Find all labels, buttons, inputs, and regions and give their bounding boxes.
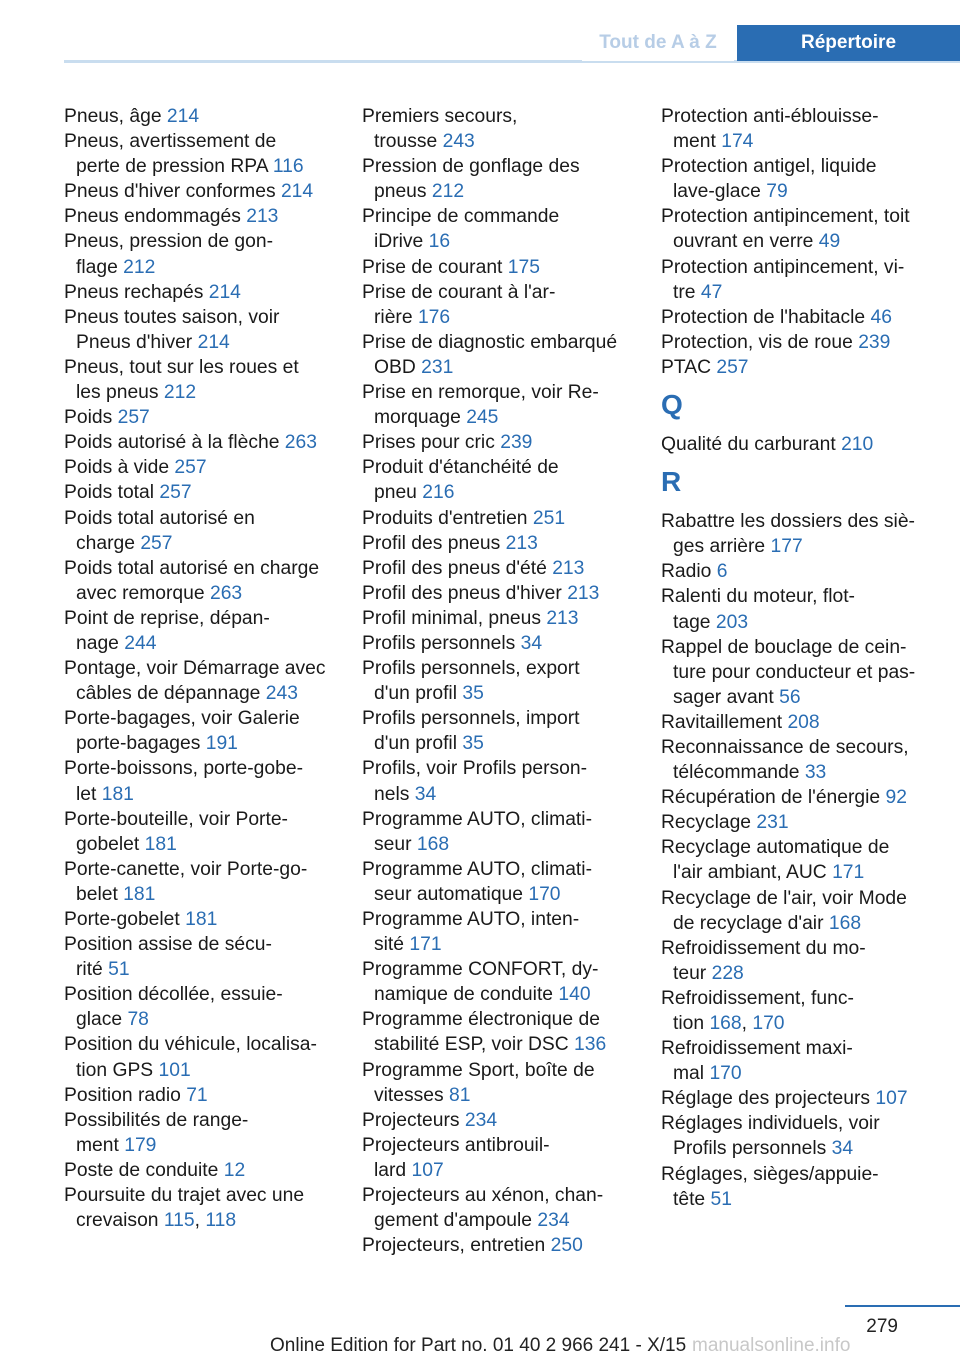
index-entry	[661, 305, 960, 330]
index-entry-label: Produit d'étanchéité de pneu	[362, 457, 559, 504]
index-entry	[661, 1086, 960, 1111]
index-entry	[362, 957, 658, 1007]
section-letter: Q	[661, 389, 683, 421]
index-entry-label: Réglage des projecteurs	[661, 1088, 876, 1110]
page-reference-link[interactable]: 170	[752, 1013, 785, 1034]
index-entry	[362, 807, 658, 857]
page-reference-link[interactable]: 181	[123, 883, 156, 905]
index-entry	[661, 810, 960, 835]
index-entry	[661, 584, 960, 634]
index-entry-label: Protection antipincement, toit ouvrant en verre	[661, 206, 910, 253]
index-entry-label: Position radio	[64, 1084, 187, 1106]
index-entry	[64, 480, 360, 505]
index-entry	[661, 835, 960, 885]
page-reference-link[interactable]: 216	[422, 482, 455, 504]
index-entry	[362, 656, 658, 706]
index-entry-label: Recyclage automatique de l'air ambiant, AUC	[661, 837, 890, 884]
page-reference-link[interactable]: 78	[127, 1009, 149, 1031]
page-reference-link[interactable]: 257	[159, 482, 192, 504]
page-reference-link[interactable]: 214	[166, 106, 200, 127]
page-reference-link[interactable]: 34	[520, 632, 543, 654]
index-entry	[362, 280, 658, 330]
index-entry-label: Porte-gobelet	[64, 909, 186, 930]
index-entry	[362, 556, 658, 581]
index-entry	[661, 355, 960, 380]
index-entry-label: Profils personnels, import d'un profil	[362, 708, 580, 755]
page-reference-link[interactable]: 251	[532, 507, 566, 529]
index-entry	[64, 104, 360, 129]
index-entry-label: Poids	[64, 407, 118, 429]
page-reference-link[interactable]: 35	[462, 683, 484, 705]
page-reference-link[interactable]: 257	[174, 457, 207, 479]
index-entry	[64, 982, 360, 1032]
index-entry-label: Programme AUTO, climati‐ seur automatique	[362, 858, 592, 905]
index-entry	[661, 330, 960, 355]
page-reference-link[interactable]: 46	[870, 306, 892, 328]
page-reference-link[interactable]: 115	[163, 1210, 195, 1232]
page-reference-link[interactable]: 168	[828, 912, 862, 934]
index-entry-label: Profil des pneus d'été	[362, 557, 553, 579]
index-entry-label: Ravitaillement	[661, 711, 788, 733]
page-reference-link[interactable]: 257	[140, 532, 173, 554]
index-entry-label: Pneus, tout sur les roues et les pneus	[64, 356, 299, 404]
index-entry	[64, 355, 360, 405]
page-reference-link[interactable]: 234	[537, 1210, 570, 1232]
page-reference-link[interactable]: 257	[117, 407, 150, 429]
page-reference-link[interactable]: 203	[715, 611, 749, 633]
index-entry-label: Projecteurs au xénon, chan‐ gement d'ampoule	[362, 1185, 604, 1232]
page-reference-link[interactable]: 244	[124, 632, 157, 654]
index-entry-label: Porte-bagages, voir Galerie porte-bagages	[64, 708, 300, 755]
page-reference-link[interactable]: 6	[716, 561, 728, 583]
index-entry-label: Premiers secours, trousse	[362, 106, 518, 153]
index-entry	[64, 1108, 360, 1158]
index-entry-label: Pneus, âge	[64, 106, 167, 127]
index-entry	[661, 1036, 960, 1086]
index-entry	[362, 455, 658, 505]
index-entry-label: Protection anti-éblouisse‐ ment	[661, 106, 879, 153]
index-entry-label: Poids total	[64, 482, 160, 504]
index-entry	[362, 204, 658, 254]
page-reference-link[interactable]: 257	[716, 356, 749, 378]
index-entry-label: Prises pour cric	[362, 432, 501, 454]
index-entry	[64, 455, 360, 480]
index-entry-label: Pneus, pression de gon‐ flage	[64, 231, 274, 278]
index-entry	[64, 857, 360, 907]
index-entry-label: Recyclage de l'air, voir Mode de recyclage d'air	[661, 887, 907, 934]
index-entry-label: Pneus, avertissement de perte de pression RPA	[64, 131, 277, 178]
index-entry-label: Projecteurs	[362, 1109, 465, 1131]
index-entry-label: Poids autorisé à la flèche	[64, 432, 285, 454]
index-entry-label: Pneus d'hiver conformes	[64, 181, 281, 203]
index-entry-label: Possibilités de range‐ ment	[64, 1109, 249, 1156]
index-entry-label: Poids à vide	[64, 457, 175, 479]
index-entry	[362, 581, 658, 606]
index-entry	[64, 606, 360, 656]
index-entry	[661, 710, 960, 735]
page-reference-link[interactable]: 177	[770, 536, 803, 558]
page-reference-link[interactable]: 231	[756, 812, 789, 834]
page-reference-link[interactable]: 16	[428, 231, 451, 253]
page-reference-link[interactable]: 191	[205, 733, 238, 755]
index-entry-label: Programme CONFORT, dy‐ namique de conduite	[362, 959, 599, 1006]
index-entry-label: Profils, voir Profils person‐ nels	[362, 758, 588, 805]
index-entry-label: Qualité du carburant	[661, 434, 842, 456]
index-entry	[661, 1162, 960, 1212]
page-reference-link[interactable]: 34	[414, 783, 437, 805]
index-entry	[64, 305, 360, 355]
index-entry-label: Protection de l'habitacle	[661, 306, 871, 328]
page-number: 279	[866, 1316, 898, 1337]
index-entry	[64, 229, 360, 279]
index-entry-label: Récupération de l'énergie	[661, 787, 886, 809]
index-entry	[362, 631, 658, 656]
index-entry	[64, 204, 360, 229]
footer-edition: Online Edition for Part no. 01 40 2 966 241 - X/15	[270, 1335, 687, 1356]
page-reference-link[interactable]: 171	[409, 934, 442, 956]
page-reference-link[interactable]: 56	[779, 686, 801, 708]
index-entry	[64, 556, 360, 606]
page-reference-link[interactable]: 213	[246, 206, 279, 228]
index-entry	[362, 907, 658, 957]
page-reference-link[interactable]: 12	[223, 1159, 246, 1181]
page-reference-link[interactable]: 243	[265, 683, 298, 705]
index-entry-label: Programme électronique de stabilité ESP, voir DSC	[362, 1009, 600, 1056]
page-reference-link[interactable]: 176	[417, 306, 451, 328]
index-entry	[64, 1083, 360, 1108]
index-entry-label: Protection, vis de roue	[661, 331, 859, 353]
index-entry-label: Point de reprise, dépan‐ nage	[64, 607, 270, 654]
page-reference-link[interactable]: 168	[709, 1013, 742, 1034]
index-entry-label: Position décollée, essuie- glace	[64, 984, 283, 1031]
index-entry-label: PTAC	[661, 356, 717, 378]
index-entry-label: Refroidissement, func‐ tion	[661, 987, 854, 1034]
page-reference-link[interactable]: 168	[416, 833, 450, 855]
page-reference-link[interactable]: 49	[818, 231, 841, 253]
index-entry-label: Poids total autorisé en charge avec remorque	[64, 557, 320, 604]
index-column-3	[661, 104, 960, 1212]
index-entry	[362, 255, 658, 280]
index-entry-label: Pneus rechapés	[64, 281, 209, 303]
index-entry-label: Protection antipincement, vi‐ tre	[661, 256, 905, 303]
index-entry-label: Produits d'entretien	[362, 507, 533, 529]
index-entry-label: Pression de gonflage des pneus	[362, 156, 580, 203]
index-entry	[661, 886, 960, 936]
page-reference-link[interactable]: 116	[272, 156, 304, 178]
page-reference-link[interactable]: 210	[841, 434, 874, 456]
index-entry	[661, 559, 960, 584]
index-entry-label: Recyclage	[661, 812, 757, 834]
index-entry-label: Position assise de sécu‐ rité	[64, 934, 272, 981]
index-entry	[362, 330, 658, 380]
index-entry-label: Profils personnels	[362, 632, 521, 654]
page-reference-link[interactable]: 118	[205, 1210, 237, 1232]
index-entry	[362, 1133, 658, 1183]
index-entry	[362, 154, 658, 204]
index-entry	[661, 204, 960, 254]
page-reference-link[interactable]: 231	[421, 356, 454, 378]
index-entry-label: Rappel de bouclage de cein‐ ture pour conducteur et pas‐ sager avant	[661, 636, 916, 708]
page-reference-link[interactable]: 92	[885, 787, 907, 809]
header-tab-repertoire[interactable]: Répertoire	[737, 25, 960, 61]
page-reference-link[interactable]: 243	[442, 131, 475, 153]
page-reference-link[interactable]: 171	[832, 862, 865, 884]
footer-watermark: manualsonline.info	[692, 1335, 851, 1356]
index-entry	[362, 1058, 658, 1108]
index-entry	[64, 430, 360, 455]
footer-rule	[845, 1305, 960, 1307]
index-entry	[64, 129, 360, 179]
index-entry-label: Profils personnels, export d'un profil	[362, 658, 580, 705]
index-entry	[64, 506, 360, 556]
index-entry-label: Reconnaissance de secours, télécommande	[661, 736, 909, 784]
page-reference-link[interactable]: 250	[550, 1235, 583, 1257]
page-reference-link[interactable]: 81	[449, 1084, 471, 1106]
index-entry: Refroidissement, func‐ tion 168, 170	[661, 987, 854, 1034]
index-entry	[64, 280, 360, 305]
page-reference-link[interactable]: 239	[858, 331, 891, 353]
index-entry	[362, 706, 658, 756]
page-reference-link[interactable]: 51	[710, 1188, 732, 1210]
page-reference-link[interactable]: 33	[804, 762, 827, 784]
index-entry	[362, 506, 658, 531]
index-column-2	[362, 104, 658, 1258]
index-entry	[362, 857, 658, 907]
index-entry	[661, 255, 960, 305]
index-entry	[64, 656, 360, 706]
page-reference-link[interactable]: 79	[766, 181, 788, 203]
page-reference-link[interactable]: 181	[101, 783, 134, 805]
index-entry-label: Prise de courant à l'ar‐ rière	[362, 281, 556, 328]
index-column-1	[64, 104, 360, 1233]
page-reference-link[interactable]: 181	[144, 833, 177, 855]
page-reference-link[interactable]: 136	[574, 1034, 607, 1056]
index-entry: Poursuite du trajet avec une crevaison 115, 118	[64, 1185, 305, 1232]
index-entry-label: Radio	[661, 561, 717, 583]
index-entry	[64, 405, 360, 430]
index-entry-label: Refroidissement du mo‐ teur	[661, 937, 866, 984]
index-entry	[362, 430, 658, 455]
index-entry-label: Poids total autorisé en charge	[64, 507, 255, 554]
page-reference-link[interactable]: 71	[186, 1084, 208, 1106]
index-entry-label: Porte-boissons, porte-gobe‐ let	[64, 758, 304, 805]
page-reference-link[interactable]: 51	[108, 959, 130, 981]
page-reference-link[interactable]: 170	[709, 1063, 742, 1085]
index-entry-label: Prise de courant	[362, 256, 508, 278]
page-reference-link[interactable]: 263	[284, 432, 317, 454]
index-entry	[362, 531, 658, 556]
index-entry	[362, 1183, 658, 1233]
index-entry-label: Refroidissement maxi‐ mal	[661, 1038, 853, 1085]
page-reference-link[interactable]: 47	[700, 281, 723, 303]
index-entry	[362, 1108, 658, 1133]
index-entry	[661, 509, 960, 559]
index-entry	[661, 1111, 960, 1161]
index-entry	[661, 635, 960, 710]
index-entry-label: Poste de conduite	[64, 1159, 224, 1181]
index-entry	[362, 1007, 658, 1057]
index-entry-label: Programme AUTO, inten‐ sité	[362, 909, 580, 956]
page-reference-link[interactable]: 212	[123, 256, 156, 278]
page-reference-link[interactable]: 213	[552, 557, 585, 579]
page-reference-link[interactable]: 234	[464, 1109, 498, 1131]
index-entry-label: Pneus endommagés	[64, 206, 247, 228]
page-reference-link[interactable]: 213	[546, 607, 579, 629]
page-reference-link[interactable]: 174	[721, 131, 754, 153]
index-entry-label: Porte-bouteille, voir Porte- gobelet	[64, 808, 288, 855]
index-entry-label: Protection antigel, liquide lave-glace	[661, 156, 877, 203]
index-entry-label: Profil des pneus	[362, 532, 506, 554]
index-entry-label: Projecteurs antibrouil‐ lard	[362, 1134, 550, 1181]
page-reference-link[interactable]: 107	[411, 1159, 444, 1181]
page-reference-link[interactable]: 214	[280, 181, 314, 203]
page-reference-link[interactable]: 175	[507, 256, 540, 278]
page-reference-link[interactable]: 101	[158, 1059, 191, 1081]
index-entry-label: Rabattre les dossiers des siè‐ ges arrière	[661, 511, 915, 558]
header-tab-tout-de-a-a-z[interactable]: Tout de A à Z	[582, 25, 734, 61]
index-entry	[661, 936, 960, 986]
index-entry	[362, 1233, 658, 1258]
page-reference-link[interactable]: 214	[197, 331, 230, 353]
index-entry	[64, 756, 360, 806]
index-entry-label: Porte-canette, voir Porte-go‐ belet	[64, 858, 308, 905]
index-entry-label: Profil minimal, pneus	[362, 607, 547, 629]
page-reference-link[interactable]: 213	[505, 532, 538, 554]
index-entry-label: Position du véhicule, localisa‐ tion GPS	[64, 1034, 317, 1081]
index-entry	[64, 907, 360, 932]
page-reference-link[interactable]: 212	[163, 382, 197, 404]
page-reference-link[interactable]: 140	[558, 984, 591, 1006]
page-reference-link[interactable]: 228	[711, 962, 744, 984]
index-entry	[64, 1032, 360, 1082]
page-reference-link[interactable]: 107	[875, 1088, 908, 1110]
page-reference-link[interactable]: 214	[208, 281, 241, 303]
page-reference-link[interactable]: 245	[466, 407, 499, 429]
index-entry-label: Profil des pneus d'hiver	[362, 582, 568, 604]
index-entry	[362, 756, 658, 806]
index-entry-label: Prise en remorque, voir Re‐ morquage	[362, 382, 599, 429]
index-entry-label: Projecteurs, entretien	[362, 1235, 551, 1257]
index-entry-label: Poursuite du trajet avec une crevaison	[64, 1185, 305, 1232]
index-entry-label: Programme AUTO, climati‐ seur	[362, 808, 592, 855]
index-entry	[661, 154, 960, 204]
index-entry-label: Principe de commande iDrive	[362, 206, 560, 253]
index-entry-label: Pontage, voir Démarrage avec câbles de dépannage	[64, 658, 326, 705]
index-entry	[661, 785, 960, 810]
index-entry	[362, 606, 658, 631]
page-reference-link[interactable]: 208	[787, 711, 820, 733]
page-reference-link[interactable]: 35	[462, 733, 484, 755]
index-entry	[362, 104, 658, 154]
index-entry	[661, 735, 960, 785]
index-entry-label: Prise de diagnostic embarqué OBD	[362, 331, 618, 378]
index-entry	[64, 179, 360, 204]
section-letter: R	[661, 466, 682, 498]
index-entry	[64, 1158, 360, 1183]
page-reference-link[interactable]: 239	[500, 432, 533, 454]
page-reference-link[interactable]: 179	[124, 1134, 157, 1156]
index-entry-label: Réglages individuels, voir Profils personnels	[661, 1113, 880, 1160]
page-reference-link[interactable]: 170	[528, 883, 561, 905]
page-reference-link[interactable]: 181	[185, 909, 218, 930]
index-entry	[362, 380, 658, 430]
index-entry	[661, 432, 960, 457]
page-reference-link[interactable]: 34	[831, 1138, 854, 1160]
index-entry-label: Ralenti du moteur, flot‐ tage	[661, 586, 855, 633]
index-entry	[64, 807, 360, 857]
index-entry	[661, 104, 960, 154]
index-entry	[64, 706, 360, 756]
page-reference-link[interactable]: 212	[431, 181, 465, 203]
page-reference-link[interactable]: 213	[567, 582, 600, 604]
index-entry-label: Programme Sport, boîte de vitesses	[362, 1059, 595, 1106]
index-entry-label: Pneus toutes saison, voir Pneus d'hiver	[64, 306, 280, 353]
index-entry	[64, 932, 360, 982]
page-reference-link[interactable]: 263	[209, 582, 243, 604]
index-entry-label: Réglages, sièges/appuie- tête	[661, 1163, 879, 1210]
